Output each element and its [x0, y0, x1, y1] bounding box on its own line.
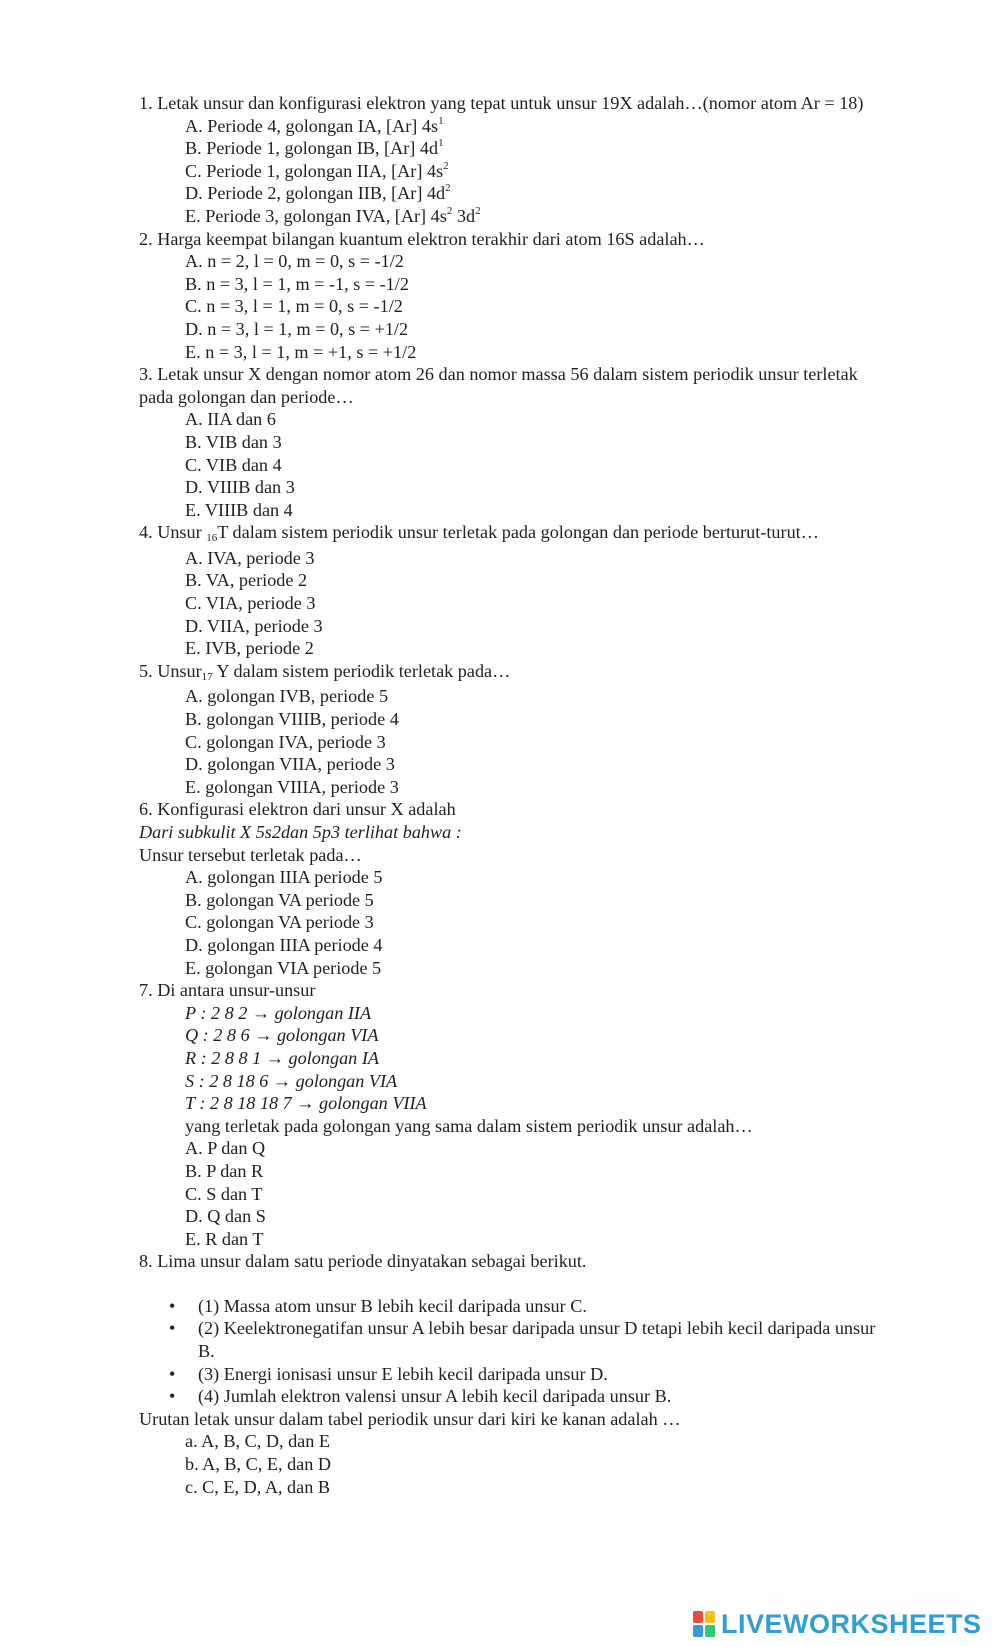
question-1: 1. Letak unsur dan konfigurasi elektron yang tepat untuk unsur 19X adalah…(nomor atom Ar = 18)	[139, 93, 864, 113]
q7-option-d: D. Q dan S	[185, 1206, 266, 1227]
q7-option-b: B. P dan R	[185, 1160, 264, 1181]
q7-config-t: T : 2 8 18 18 7 → golongan VIIA	[185, 1093, 427, 1114]
q5-option-c: C. golongan IVA, periode 3	[185, 731, 386, 752]
q8-option-b: b. A, B, C, E, dan D	[185, 1454, 332, 1475]
q4-option-a: A. IVA, periode 3	[185, 547, 315, 568]
q1-option-e: E. Periode 3, golongan IVA, [Ar] $4s^2$ $3d^2$	[185, 204, 481, 226]
q1-option-a: A. Periode 4, golongan IA, [Ar] $4s^1$	[185, 114, 444, 136]
logo-text: LIVEWORKSHEETS	[721, 1608, 982, 1639]
q3-option-b: B. VIB dan 3	[185, 431, 282, 452]
q4-option-d: D. VIIA, periode 3	[185, 615, 323, 636]
q7-config-p: P : 2 8 2 → golongan IIA	[185, 1002, 372, 1023]
q5-option-b: B. golongan VIIIB, periode 4	[185, 709, 399, 730]
q6-option-c: C. golongan VA periode 3	[185, 912, 374, 933]
question-4: 4. Unsur $_{16}$T dalam sistem periodik unsur terletak pada golongan dan periode berturut-turut…	[139, 522, 819, 545]
q4-option-c: C. VIA, periode 3	[185, 593, 316, 614]
q5-option-d: D. golongan VIIA, periode 3	[185, 754, 395, 775]
q1-option-b: B. Periode 1, golongan IB, [Ar] $4d^1$	[185, 137, 444, 159]
q8-statement-3: • (3) Energi ionisasi unsur E lebih kecil daripada unsur D.	[139, 1363, 879, 1386]
q6-option-e: E. golongan VIA periode 5	[185, 957, 382, 978]
q8-statement-list	[139, 1295, 879, 1408]
question-3: 3. Letak unsur X dengan nomor atom 26 dan nomor massa 56 dalam sistem periodik unsur terletak pada golongan dan periode…	[139, 364, 858, 407]
q7-config-s: S : 2 8 18 6 → golongan VIA	[185, 1070, 398, 1091]
q5-option-a: A. golongan IVB, periode 5	[185, 686, 389, 707]
q8-option-a: a. A, B, C, D, dan E	[185, 1431, 330, 1452]
q7-option-a: A. P dan Q	[185, 1138, 266, 1159]
q8-statement-1: • (1) Massa atom unsur B lebih kecil daripada unsur C.	[139, 1295, 879, 1318]
q5-option-e: E. golongan VIIIA, periode 3	[185, 776, 399, 797]
q3-option-e: E. VIIIB dan 4	[185, 499, 293, 520]
liveworksheets-logo	[693, 1606, 982, 1642]
q8-option-c: c. C, E, D, A, dan B	[185, 1476, 330, 1497]
q1-option-d: D. Periode 2, golongan IIB, [Ar] $4d^2$	[185, 182, 451, 204]
liveworksheets-logo-icon	[693, 1611, 715, 1637]
q3-option-a: A. IIA dan 6	[185, 409, 276, 430]
q4-option-b: B. VA, periode 2	[185, 570, 308, 591]
question-6: 6. Konfigurasi elektron dari unsur X adalah	[139, 799, 456, 820]
q6-option-b: B. golongan VA periode 5	[185, 889, 374, 910]
q7-config-r: R : 2 8 8 1 → golongan IA	[185, 1047, 379, 1068]
question-6-stem: Unsur tersebut terletak pada…	[139, 844, 362, 865]
q8-statement-4: • (4) Jumlah elektron valensi unsur A lebih kecil daripada unsur B.	[139, 1385, 879, 1408]
q1-option-c: C. Periode 1, golongan IIA, [Ar] $4s^2$	[185, 159, 449, 181]
q2-option-c: C. n = 3, l = 1, m = 0, s = -1/2	[185, 296, 403, 317]
q4-option-e: E. IVB, periode 2	[185, 638, 314, 659]
question-7-stem: yang terletak pada golongan yang sama dalam sistem periodik unsur adalah…	[185, 1115, 753, 1136]
q2-option-d: D. n = 3, l = 1, m = 0, s = +1/2	[185, 318, 409, 339]
question-8: 8. Lima unsur dalam satu periode dinyatakan sebagai berikut.	[139, 1251, 587, 1272]
q6-option-a: A. golongan IIIA periode 5	[185, 867, 383, 888]
q3-option-d: D. VIIIB dan 3	[185, 477, 295, 498]
q6-option-d: D. golongan IIIA periode 4	[185, 934, 383, 955]
q7-option-c: C. S dan T	[185, 1183, 263, 1204]
q2-option-a: A. n = 2, l = 0, m = 0, s = -1/2	[185, 251, 404, 272]
q8-statement-2: • (2) Keelektronegatifan unsur A lebih besar daripada unsur D tetapi lebih kecil daripada unsur B.	[139, 1317, 879, 1362]
logo-block-4	[705, 1625, 715, 1637]
q7-config-q: Q : 2 8 6 → golongan VIA	[185, 1025, 379, 1046]
question-2: 2. Harga keempat bilangan kuantum elektron terakhir dari atom 16S adalah…	[139, 228, 705, 249]
q2-option-b: B. n = 3, l = 1, m = -1, s = -1/2	[185, 273, 409, 294]
worksheet	[139, 92, 879, 1498]
question-8-stem: Urutan letak unsur dalam tabel periodik unsur dari kiri ke kanan adalah …	[139, 1408, 681, 1429]
question-5: 5. Unsur$_{17}$ Y dalam sistem periodik terletak pada…	[139, 660, 511, 683]
q3-option-c: C. VIB dan 4	[185, 454, 282, 475]
question-7: 7. Di antara unsur-unsur	[139, 980, 316, 1001]
q7-option-e: E. R dan T	[185, 1228, 264, 1249]
logo-block-1	[693, 1611, 703, 1623]
q2-option-e: E. n = 3, l = 1, m = +1, s = +1/2	[185, 341, 417, 362]
logo-block-2	[705, 1611, 715, 1623]
question-6-italic-note: Dari subkulit X 5s2dan 5p3 terlihat bahwa :	[139, 822, 462, 842]
logo-block-3	[693, 1625, 703, 1637]
